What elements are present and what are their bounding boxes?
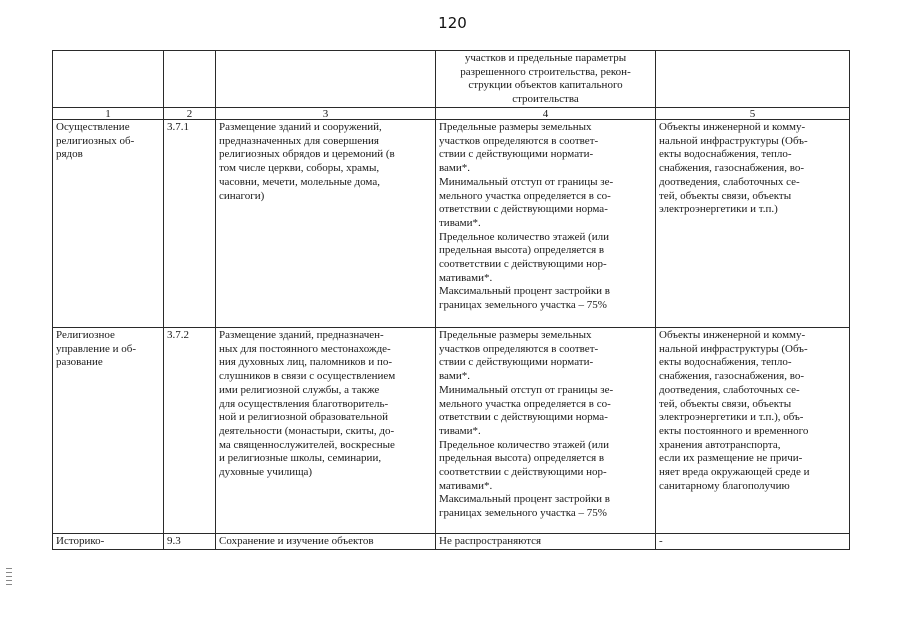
land-use-parameters: Не распространяются (436, 534, 656, 550)
column-number: 1 (53, 108, 164, 120)
table-row (53, 120, 850, 328)
column-number: 3 (216, 108, 436, 120)
land-use-description: Размещение зданий и сооружений, предназначенных для совершения религиозных обрядов и церемоний (в том числе церкви, соборы, храмы, часовни, мечети, молельные дома, синагоги) (216, 120, 436, 328)
land-use-code: 3.7.2 (164, 328, 216, 534)
table-row (53, 328, 850, 534)
column-number: 5 (656, 108, 850, 120)
column-numbers-row (53, 108, 850, 120)
scan-margin-marks (6, 568, 12, 588)
land-use-name: Осуществление религиозных об- рядов (53, 120, 164, 328)
header-cell-2 (164, 51, 216, 108)
table-row (53, 534, 850, 550)
land-use-parameters: Предельные размеры земельных участков определяются в соответ- ствии с действующими нормати- вами*. Минимальный отступ от границы зе- мельного участка определяется в со- ответствии с действующими норма- тивами*. Предельное количество этажей (или предельная высота) определяется в соответствии с действующими нор- мативами*. Максимальный процент застройки в границах земельного участка – 75% (436, 120, 656, 328)
header-cell-parameters: участков и предельные параметры разрешенного строительства, рекон- струкции объектов капитального строительства (436, 51, 656, 108)
land-use-name: Религиозное управление и об- разование (53, 328, 164, 534)
land-use-code: 3.7.1 (164, 120, 216, 328)
table-header-continuation-row (53, 51, 850, 108)
auxiliary-uses: - (656, 534, 850, 550)
land-use-description: Размещение зданий, предназначен- ных для постоянного местонахожде- ния духовных лиц, паломников и по- слушников в связи с осуществлением ими религиозной службы, а также для осуществления благотворитель- ной и религиозной образовательной деятельности (монастыри, скиты, до- ма священнослужителей, воскресные и религиозные школы, семинарии, духовные училища) (216, 328, 436, 534)
land-use-description: Сохранение и изучение объектов (216, 534, 436, 550)
auxiliary-uses: Объекты инженерной и комму- нальной инфраструктуры (Объ- екты водоснабжения, тепло- снабжения, газоснабжения, во- доотведения, слаботочных се- тей, объекты связи, объекты электроэнергетики и т.п.), объ- екты постоянного и временного хранения автотранспорта, если их размещение не причи- няет вреда окружающей среде и санитарному благополучию (656, 328, 850, 534)
land-use-name: Историко- (53, 534, 164, 550)
auxiliary-uses: Объекты инженерной и комму- нальной инфраструктуры (Объ- екты водоснабжения, тепло- снабжения, газоснабжения, во- доотведения, слаботочных се- тей, объекты связи, объекты электроэнергетики и т.п.) (656, 120, 850, 328)
zoning-regulations-table (52, 50, 850, 550)
header-cell-5 (656, 51, 850, 108)
column-number: 4 (436, 108, 656, 120)
header-cell-1 (53, 51, 164, 108)
land-use-parameters: Предельные размеры земельных участков определяются в соответ- ствии с действующими нормати- вами*. Минимальный отступ от границы зе- мельного участка определяется в со- ответствии с действующими норма- тивами*. Предельное количество этажей (или предельная высота) определяется в соответствии с действующими нор- мативами*. Максимальный процент застройки в границах земельного участка – 75% (436, 328, 656, 534)
land-use-code: 9.3 (164, 534, 216, 550)
header-cell-3 (216, 51, 436, 108)
column-number: 2 (164, 108, 216, 120)
page-number: 120 (438, 14, 467, 32)
